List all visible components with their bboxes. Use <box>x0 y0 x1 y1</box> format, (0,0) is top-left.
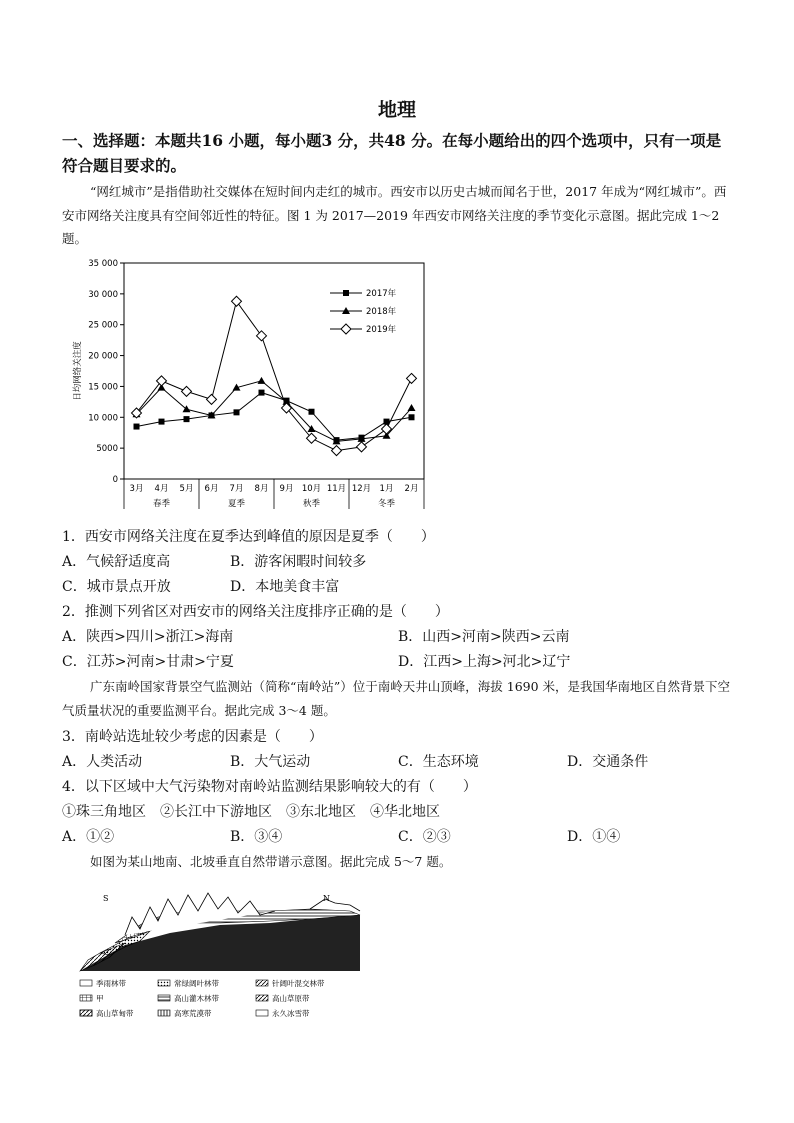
data-point <box>232 296 242 306</box>
legend-label: 2019年 <box>366 325 397 335</box>
q3-option-b[interactable]: B．大气运动 <box>230 754 311 770</box>
y-axis-label: 日均网络关注度 <box>73 341 83 401</box>
q4-items: ①珠三角地区 ②长江中下游地区 ③东北地区 ④华北地区 <box>62 804 440 820</box>
q2-option-c[interactable]: C．江苏>河南>甘肃>宁夏 <box>62 654 234 670</box>
y-tick-label: 20 000 <box>88 351 118 362</box>
legend-marker <box>343 290 349 296</box>
x-tick-label: 1月 <box>379 484 394 494</box>
data-point <box>134 424 140 430</box>
x-tick-label: 8月 <box>254 484 269 494</box>
data-point <box>357 442 367 452</box>
x-tick-label: 6月 <box>204 484 219 494</box>
question-4: 4．以下区域中大气污染物对南岭站监测结果影响较大的有（ ） <box>62 779 477 795</box>
q4-option-d[interactable]: D．①④ <box>567 829 621 845</box>
legend-label: 高寒荒漠带 <box>174 1009 212 1018</box>
x-tick-label: 10月 <box>301 484 322 494</box>
data-point <box>407 373 417 383</box>
legend-label: 2018年 <box>366 307 397 317</box>
season-label: 冬季 <box>377 499 396 509</box>
y-tick-label: 25 000 <box>88 320 118 331</box>
q2-option-d[interactable]: D．江西>上海>河北>辽宁 <box>398 654 571 670</box>
legend-label: 永久冰雪带 <box>272 1009 310 1018</box>
passage-3: 如图为某山地南、北坡垂直自然带谱示意图。据此完成 5～7 题。 <box>90 854 452 869</box>
legend-label: 2017年 <box>366 289 397 299</box>
question-2: 2．推测下列省区对西安市的网络关注度排序正确的是（ ） <box>62 604 449 620</box>
data-point <box>157 376 167 386</box>
data-point <box>408 404 416 411</box>
legend-swatch <box>158 980 170 986</box>
season-label: 秋季 <box>302 499 321 509</box>
south-label: S <box>103 894 109 903</box>
q1-option-a[interactable]: A．气候舒适度高 <box>62 554 171 570</box>
data-point <box>257 331 267 341</box>
data-point <box>332 446 342 456</box>
y-tick-label: 15 000 <box>88 382 118 393</box>
passage-2: 广东南岭国家背景空气监测站（简称“南岭站”）位于南岭天井山顶峰，海拔 1690 米，是我国华南地区自然背景下空气质量状况的重要监测平台。据此完成 3～4 题。 <box>62 679 731 718</box>
season-label: 夏季 <box>227 499 246 509</box>
q2-option-b[interactable]: B．山西>河南>陕西>云南 <box>398 629 570 645</box>
line-chart <box>72 255 432 515</box>
legend-swatch <box>256 980 268 986</box>
x-tick-label: 3月 <box>129 484 144 494</box>
page-title: 地理 <box>377 99 416 121</box>
data-point <box>184 416 190 422</box>
legend-swatch <box>158 995 170 1001</box>
q3-option-a[interactable]: A．人类活动 <box>62 754 143 770</box>
series-line-2 <box>137 301 412 450</box>
q3-option-c[interactable]: C．生态环境 <box>398 754 479 770</box>
q2-option-a[interactable]: A．陕西>四川>浙江>海南 <box>62 629 234 645</box>
y-tick-label: 30 000 <box>88 289 118 300</box>
q3-option-d[interactable]: D．交通条件 <box>567 754 649 770</box>
legend-label: 高山草原带 <box>272 994 310 1003</box>
legend-swatch <box>80 1010 92 1016</box>
q4-option-b[interactable]: B．③④ <box>230 829 283 845</box>
data-point <box>207 394 217 404</box>
data-point <box>409 414 415 420</box>
legend-label: 高山草甸带 <box>96 1009 134 1018</box>
legend-label: 针阔叶混交林带 <box>272 979 325 988</box>
legend-label: 甲 <box>96 994 104 1003</box>
legend-label: 季雨林带 <box>96 979 126 988</box>
north-label: N <box>323 894 330 903</box>
diagram-legend <box>80 978 325 1018</box>
data-point <box>309 409 315 415</box>
legend-marker <box>341 324 351 334</box>
q1-option-b[interactable]: B．游客闲暇时间较多 <box>230 554 367 570</box>
x-tick-label: 4月 <box>154 484 169 494</box>
y-tick-label: 0 <box>112 475 118 485</box>
passage-1: “网红城市”是指借助社交媒体在短时间内走红的城市。西安市以历史古城而闻名于世，2017 年成为“网红城市”。西安市网络关注度具有空间邻近性的特征。图 1 为 2017—2019 年西安市网络关注度的季节变化示意图。据此完成 1～2 题。 <box>62 184 727 246</box>
x-tick-label: 2月 <box>404 484 419 494</box>
question-1: 1．西安市网络关注度在夏季达到峰值的原因是夏季（ ） <box>62 529 435 545</box>
x-tick-label: 12月 <box>351 484 372 494</box>
legend-swatch <box>80 980 92 986</box>
legend-label: 高山灌木林带 <box>174 994 219 1003</box>
series-line-0 <box>137 393 412 441</box>
x-tick-label: 9月 <box>279 484 294 494</box>
x-tick-label: 11月 <box>326 484 347 494</box>
data-point <box>159 419 165 425</box>
x-tick-label: 5月 <box>179 484 194 494</box>
season-label: 春季 <box>152 499 171 509</box>
data-point <box>259 390 265 396</box>
vertical-zone-diagram <box>70 885 370 1030</box>
y-tick-label: 5000 <box>96 444 118 455</box>
section-heading: 一、选择题：本题共16 小题，每小题3 分，共48 分。在每小题给出的四个选项中，只有一项是符合题目要求的。 <box>62 131 722 175</box>
y-tick-label: 35 000 <box>88 259 118 269</box>
q4-option-c[interactable]: C．②③ <box>398 829 451 845</box>
legend-swatch <box>80 995 92 1001</box>
x-tick-label: 7月 <box>229 484 244 494</box>
data-point <box>258 377 266 384</box>
legend-swatch <box>256 995 268 1001</box>
question-3: 3．南岭站选址较少考虑的因素是（ ） <box>62 729 323 745</box>
q1-option-d[interactable]: D．本地美食丰富 <box>230 579 340 595</box>
q1-option-c[interactable]: C．城市景点开放 <box>62 579 171 595</box>
data-point <box>234 409 240 415</box>
q4-option-a[interactable]: A．①② <box>62 829 115 845</box>
y-tick-label: 10 000 <box>88 413 118 424</box>
legend-swatch <box>256 1010 268 1016</box>
legend-swatch <box>158 1010 170 1016</box>
legend-label: 常绿阔叶林带 <box>174 979 219 988</box>
data-point <box>182 386 192 396</box>
